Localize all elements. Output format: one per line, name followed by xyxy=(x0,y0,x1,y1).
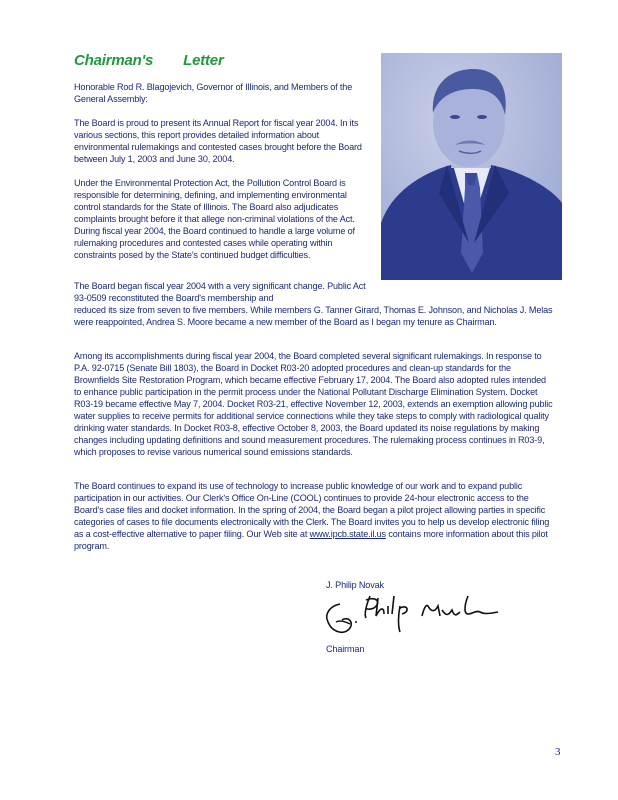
page-number: 3 xyxy=(555,746,561,758)
paragraph-membership-narrow: The Board began fiscal year 2004 with a very significant change. Public Act 93-0509 reconstituted the Board's membership and xyxy=(74,281,366,303)
signer-name: J. Philip Novak xyxy=(326,580,384,590)
website-link[interactable]: www.ipcb.state.il.us xyxy=(309,529,386,539)
paragraph-intro: The Board is proud to present its Annual Report for fiscal year 2004. In its various sections, this report provides detailed information about environmental rulemakings and contested cases brought before the Board between July 1, 2003 and June 30, 2004. xyxy=(74,118,362,164)
salutation: Honorable Rod R. Blagojevich, Governor of Illinois, and Members of the General Assembly: xyxy=(74,82,353,104)
paragraph-accomplishments: Among its accomplishments during fiscal year 2004, the Board completed several significant rulemakings. In response to P.A. 92-0715 (Senate Bill 1803), the Board in Docket R03-20 adopted procedures and clean-up standards for the Brownfields Site Restoration Program, which became effective February 17, 2004. The Board also adopted rules intended to enhance public participation in the permit process under the National Pollutant Discharge Elimination System. Docket R03-19 became effective May 7, 2004. Docket R03-21, effective November 12, 2003, extends an exemption allowing public water supplies to receive permits for additional service connections while they take steps to comply with radiological quality drinking water standards. In Docket R03-8, effective October 8, 2003, the Board updated its noise regulations by making changes including updating definitions and sound measurement procedures. The rulemaking process continues in R03-9, which proposes to revise various numerical sound emissions standards. xyxy=(74,351,553,457)
technology-text-end: contains more information about this pilot program. xyxy=(74,529,548,551)
paragraph-responsibilities: Under the Environmental Protection Act, the Pollution Control Board is responsible for determining, defining, and implementing environmental control standards for the State of Illinois. The Board also adjudicates complaints brought before it that allege non-criminal violations of the Act. During fiscal year 2004, the Board continued to handle a large volume of rulemaking procedures and contested cases while operating within constraints posed by the State's continued budget difficulties. xyxy=(74,178,355,260)
portrait-illustration xyxy=(381,53,562,280)
paragraph-membership-wide: reduced its size from seven to five members. While members G. Tanner Girard, Thomas E. Johnson, and Nicholas J. Melas were reappointed, Andrea S. Moore became a new member of the Board as I began my tenure as Chairman. xyxy=(74,305,553,327)
chairman-portrait-photo xyxy=(381,53,562,280)
paragraph-membership-change xyxy=(74,280,554,328)
page-title xyxy=(74,52,224,69)
signer-title: Chairman xyxy=(326,644,365,654)
paragraph-technology xyxy=(74,480,554,552)
title-word-letter: Letter xyxy=(183,52,224,69)
title-word-chairmans: Chairman's xyxy=(74,52,154,69)
technology-text: The Board continues to expand its use of technology to increase public knowledge of our work and to expand public participation in our activities. Our Clerk's Office On-Line (COOL) continues to provide 24-hour electronic access to the Board's case files and docket information. In the spring of 2004, the Board began a pilot project allowing parties in specific categories of cases to file documents electronically with the Clerk. The Board invites you to help us develop electronic filing as a cost-effective alternative to paper filing. Our Web site at xyxy=(74,481,550,539)
signature-image xyxy=(322,592,502,642)
